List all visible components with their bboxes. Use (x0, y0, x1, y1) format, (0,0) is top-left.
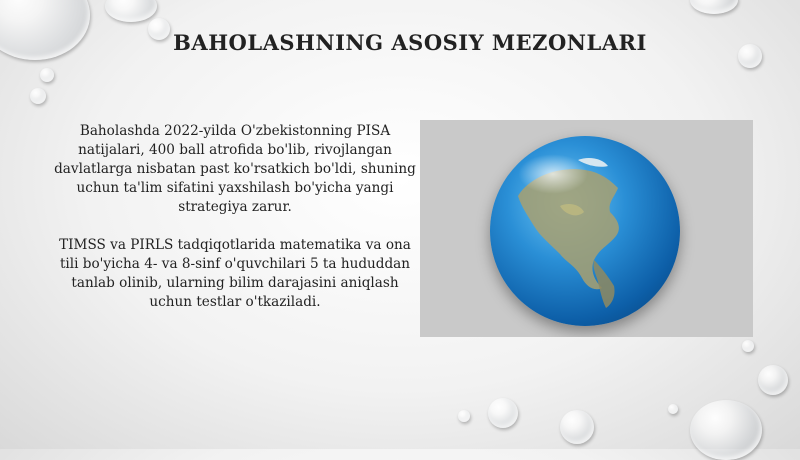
water-drop (458, 410, 470, 422)
continents-shape (490, 136, 680, 326)
water-drop (738, 44, 762, 68)
globe-highlight (518, 154, 588, 194)
slide-title: BAHOLASHNING ASOSIY MEZONLARI (173, 30, 647, 55)
globe-icon (490, 136, 680, 326)
water-drop (40, 68, 54, 82)
water-drop (742, 340, 754, 352)
paragraph-pisa: Baholashda 2022-yilda O'zbekistonning PISA natijalari, 400 ball atrofida bo'lib, rivojlangan davlatlarga nisbatan past ko'rsatkich bo'ldi, shuning uchun ta'lim sifatini yaxshilash bo'yicha yangi strategiya zarur. (54, 123, 416, 215)
globe-image (420, 120, 753, 337)
slide-body-text (52, 122, 418, 331)
water-drop (690, 0, 738, 14)
water-drop (0, 0, 90, 60)
water-drop (560, 410, 594, 444)
water-drop (30, 88, 46, 104)
water-drop (690, 400, 762, 460)
paragraph-timss-pirls: TIMSS va PIRLS tadqiqotlarida matematika va ona tili bo'yicha 4- va 8-sinf o'quvchilari 5 ta hududdan tanlab olinib, ularning bilim darajasini aniqlash uchun testlar o'tkaziladi. (59, 237, 411, 310)
water-drop (488, 398, 518, 428)
water-drop (105, 0, 157, 22)
water-drop (668, 404, 678, 414)
water-drop (758, 365, 788, 395)
